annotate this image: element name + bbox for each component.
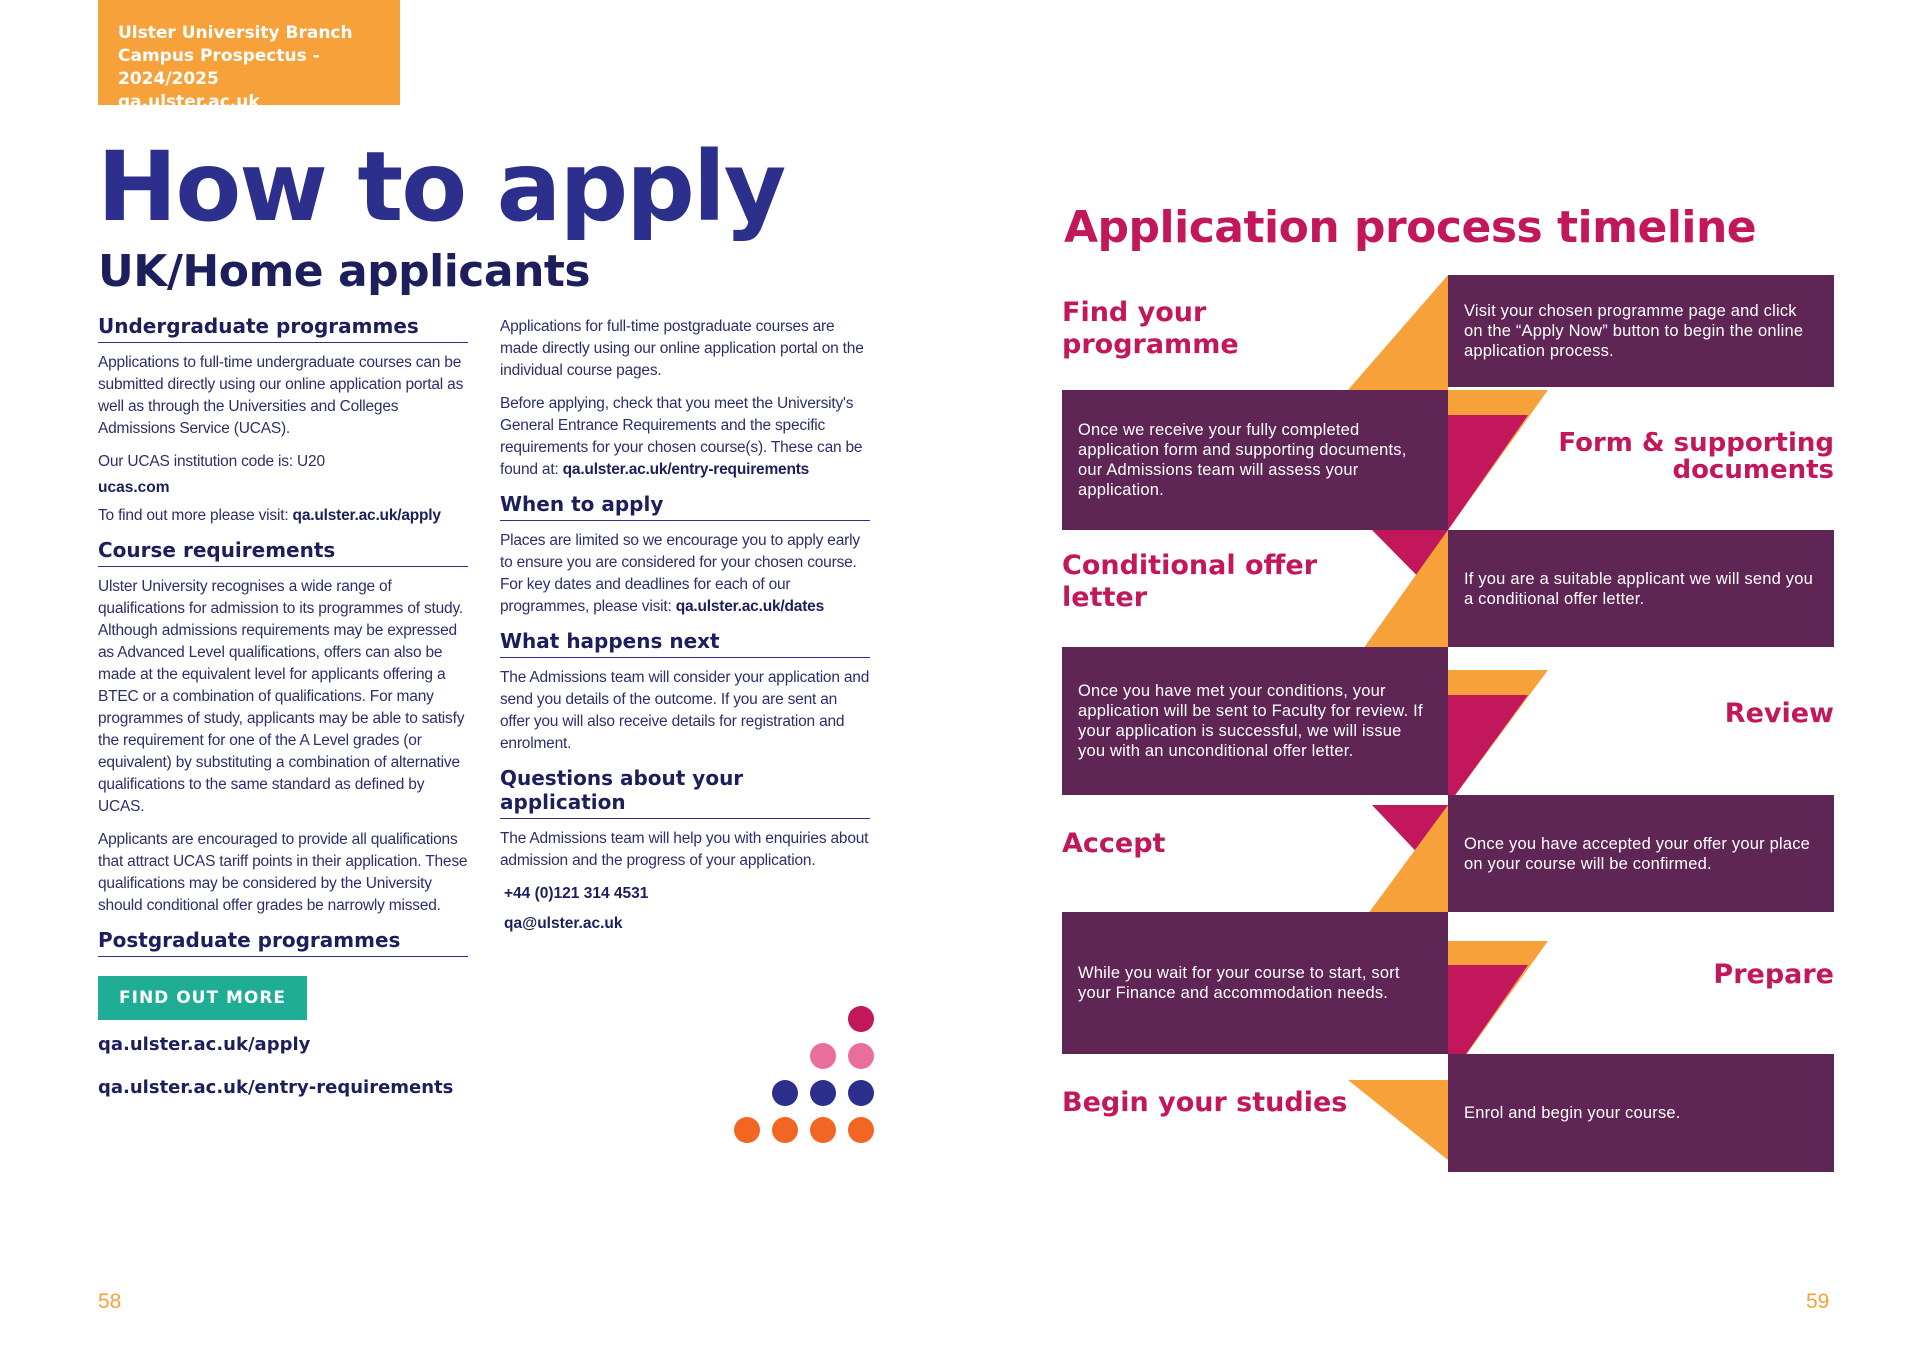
when-to-apply-text: Places are limited so we encourage you to apply early to ensure you are considered for your chosen course. For key dates and deadlines for each of our programmes, please visit: bbox=[500, 532, 860, 615]
find-out-more-button[interactable]: FIND OUT MORE bbox=[98, 976, 307, 1020]
apply-url-link[interactable]: qa.ulster.ac.uk/apply bbox=[98, 1034, 311, 1055]
timeline-label-conditional-offer: Conditional offer letter bbox=[1062, 550, 1318, 613]
postgraduate-paragraph-2-text: Before applying, check that you meet the University's General Entrance Requirements and the specific requirements for your chosen course(s). These can be found at: bbox=[500, 395, 863, 478]
dot bbox=[848, 1043, 874, 1069]
dot bbox=[810, 1117, 836, 1143]
timeline-box-begin-studies: Enrol and begin your course. bbox=[1448, 1054, 1834, 1172]
course-requirements-heading: Course requirements bbox=[98, 538, 468, 567]
postgraduate-paragraph-1: Applications for full-time postgraduate courses are made directly using our online application portal on the individual course pages. bbox=[500, 318, 864, 379]
header-badge bbox=[98, 0, 400, 112]
timeline-title: Application process timeline bbox=[1064, 202, 1757, 253]
dot bbox=[734, 1117, 760, 1143]
decorative-dots bbox=[728, 1006, 878, 1156]
dot bbox=[848, 1080, 874, 1106]
postgraduate-paragraph-2 bbox=[500, 393, 870, 481]
timeline-label-accept: Accept bbox=[1062, 828, 1166, 859]
course-requirements-paragraph-1: Ulster University recognises a wide range of qualifications for admission to its programmes of study. Although admissions requirements may be expressed as Advanced Level qualifications, offers can also be made at the equivalent level for applicants offering a BTEC or a combination of qualifications. For many programmes of study, applicants may be able to satisfy the requirement for one of the A Level grades (or equivalent) by substituting a combination of alternative qualifications to the same standard as defined by UCAS. bbox=[98, 578, 465, 815]
page-number-right: 59 bbox=[1806, 1290, 1830, 1313]
apply-link[interactable]: qa.ulster.ac.uk/apply bbox=[292, 507, 441, 524]
page-title: How to apply bbox=[97, 131, 785, 243]
find-out-more-prefix: To find out more please visit: bbox=[98, 507, 293, 524]
dot bbox=[772, 1117, 798, 1143]
course-requirements-paragraph-2: Applicants are encouraged to provide all qualifications that attract UCAS tariff points in their application. These qualifications may be considered by the University should conditional offer grades be narrowly missed. bbox=[98, 831, 468, 914]
when-to-apply-paragraph bbox=[500, 530, 870, 618]
ucas-code: Our UCAS institution code is: U20 bbox=[98, 453, 325, 470]
postgraduate-heading: Postgraduate programmes bbox=[98, 928, 468, 957]
email-address[interactable]: qa@ulster.ac.uk bbox=[504, 915, 623, 932]
what-happens-next-heading: What happens next bbox=[500, 629, 870, 658]
entry-requirements-url-link[interactable]: qa.ulster.ac.uk/entry-requirements bbox=[98, 1077, 454, 1098]
ucas-link[interactable]: ucas.com bbox=[98, 479, 170, 496]
timeline bbox=[1062, 275, 1835, 1160]
undergraduate-heading: Undergraduate programmes bbox=[98, 314, 468, 343]
timeline-box-form-documents: Once we receive your fully completed application form and supporting documents, our Admissions team will assess your application. bbox=[1062, 390, 1448, 530]
dot bbox=[772, 1080, 798, 1106]
timeline-label-review: Review bbox=[1724, 698, 1834, 729]
header-line-branch: Ulster University Branch bbox=[118, 23, 353, 43]
dot bbox=[810, 1043, 836, 1069]
timeline-label-begin-studies: Begin your studies bbox=[1062, 1087, 1348, 1118]
when-to-apply-heading: When to apply bbox=[500, 492, 870, 521]
questions-heading: Questions about your application bbox=[500, 766, 870, 819]
undergraduate-paragraph: Applications to full-time undergraduate courses can be submitted directly using our online application portal as well as through the Universities and Colleges Admissions Service (UCAS). bbox=[98, 354, 464, 437]
page-number-left: 58 bbox=[98, 1290, 122, 1313]
timeline-label-form-documents: Form & supporting documents bbox=[1558, 428, 1834, 485]
questions-paragraph: The Admissions team will help you with enquiries about admission and the progress of your application. bbox=[500, 830, 869, 869]
left-column bbox=[98, 314, 468, 1120]
timeline-box-conditional-offer: If you are a suitable applicant we will send you a conditional offer letter. bbox=[1448, 530, 1834, 647]
phone-number[interactable]: +44 (0)121 314 4531 bbox=[504, 885, 649, 902]
timeline-box-prepare: While you wait for your course to start, sort your Finance and accommodation needs. bbox=[1062, 912, 1448, 1054]
dot bbox=[810, 1080, 836, 1106]
dot bbox=[848, 1117, 874, 1143]
entry-requirements-link[interactable]: qa.ulster.ac.uk/entry-requirements bbox=[562, 461, 810, 478]
timeline-box-accept: Once you have accepted your offer your place on your course will be confirmed. bbox=[1448, 795, 1834, 912]
page-subtitle: UK/Home applicants bbox=[98, 246, 591, 297]
header-line-url: qa.ulster.ac.uk bbox=[118, 92, 260, 112]
middle-column bbox=[500, 316, 870, 941]
timeline-box-find-programme: Visit your chosen programme page and click on the “Apply Now” button to begin the online application process. bbox=[1448, 275, 1834, 387]
timeline-label-find-programme: Find your programme bbox=[1062, 297, 1239, 360]
find-out-more-line bbox=[98, 505, 468, 527]
timeline-label-prepare: Prepare bbox=[1713, 959, 1834, 990]
dates-link[interactable]: qa.ulster.ac.uk/dates bbox=[675, 598, 824, 615]
timeline-box-review: Once you have met your conditions, your application will be sent to Faculty for review. If your application is successful, we will issue you with an unconditional offer letter. bbox=[1062, 647, 1448, 795]
what-happens-next-paragraph: The Admissions team will consider your application and send you details of the outcome. If you are sent an offer you will also receive details for registration and enrolment. bbox=[500, 669, 870, 752]
header-line-prospectus: Campus Prospectus - 2024/2025 bbox=[118, 46, 320, 89]
dot bbox=[848, 1006, 874, 1032]
